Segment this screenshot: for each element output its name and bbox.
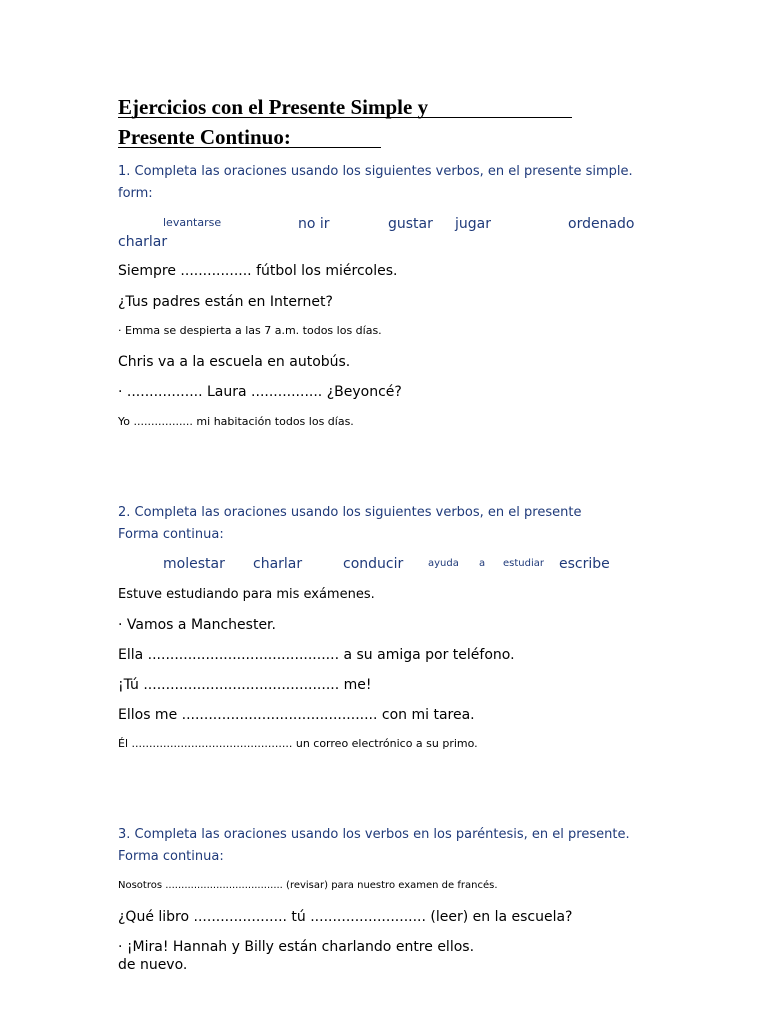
section1-sentence: · ................. Laura ................ ¿Beyoncé? bbox=[118, 384, 402, 400]
section1-word: no ir bbox=[298, 216, 330, 232]
section3-sentence: Nosotros ..................................... (revisar) para nuestro examen de francés. bbox=[118, 880, 498, 891]
section2-heading-cont: Forma continua: bbox=[118, 527, 224, 542]
section1-word: jugar bbox=[455, 216, 491, 232]
section3-sentence: · ¡Mira! Hannah y Billy están charlando entre ellos. bbox=[118, 939, 475, 955]
title-underline-2 bbox=[118, 147, 381, 148]
section1-sentence: Yo ................. mi habitación todos los días. bbox=[118, 415, 354, 428]
section1-sentence: ¿Tus padres están en Internet? bbox=[118, 294, 333, 310]
title-line-2: Presente Continuo: bbox=[118, 125, 291, 149]
title-line-1: Ejercicios con el Presente Simple y bbox=[118, 95, 429, 119]
section1-sentence: Siempre ................ fútbol los miércoles. bbox=[118, 263, 398, 279]
section2-word: charlar bbox=[253, 556, 303, 572]
section2-sentence: Ellos me ............................................ con mi tarea. bbox=[118, 707, 475, 723]
section2-sentence: ¡Tú ............................................ me! bbox=[118, 677, 372, 693]
section3-sentence: de nuevo. bbox=[118, 957, 188, 973]
section2-word: escribe bbox=[559, 556, 610, 572]
section2-sentence: · Vamos a Manchester. bbox=[118, 617, 276, 633]
title-underline-1 bbox=[118, 117, 572, 118]
section2-heading: 2. Completa las oraciones usando los siguientes verbos, en el presente bbox=[118, 505, 582, 520]
section2-sentence: Ella ........................................... a su amiga por teléfono. bbox=[118, 647, 515, 663]
section1-sentence: Chris va a la escuela en autobús. bbox=[118, 354, 351, 370]
section1-heading-cont: form: bbox=[118, 186, 153, 201]
section1-heading: 1. Completa las oraciones usando los siguientes verbos, en el presente simple. bbox=[118, 164, 633, 179]
section1-sentence: · Emma se despierta a las 7 a.m. todos los días. bbox=[118, 324, 382, 337]
section2-sentence: Estuve estudiando para mis exámenes. bbox=[118, 587, 375, 602]
section1-word: gustar bbox=[388, 216, 433, 232]
section3-sentence: ¿Qué libro ..................... tú .......................... (leer) en la escuela? bbox=[118, 909, 573, 925]
section2-word: estudiar bbox=[503, 558, 544, 569]
section1-word: charlar bbox=[118, 234, 168, 250]
section2-word: ayuda bbox=[428, 558, 459, 569]
section3-heading: 3. Completa las oraciones usando los verbos en los paréntesis, en el presente. bbox=[118, 827, 630, 842]
section1-word: levantarse bbox=[163, 216, 222, 229]
section1-word: ordenado bbox=[568, 216, 635, 232]
section2-word: conducir bbox=[343, 556, 404, 572]
section2-word: a bbox=[479, 558, 486, 569]
section2-word: molestar bbox=[163, 556, 225, 572]
section3-heading-cont: Forma continua: bbox=[118, 849, 224, 864]
section2-sentence: Él .............................................. un correo electrónico a su primo. bbox=[118, 737, 478, 750]
